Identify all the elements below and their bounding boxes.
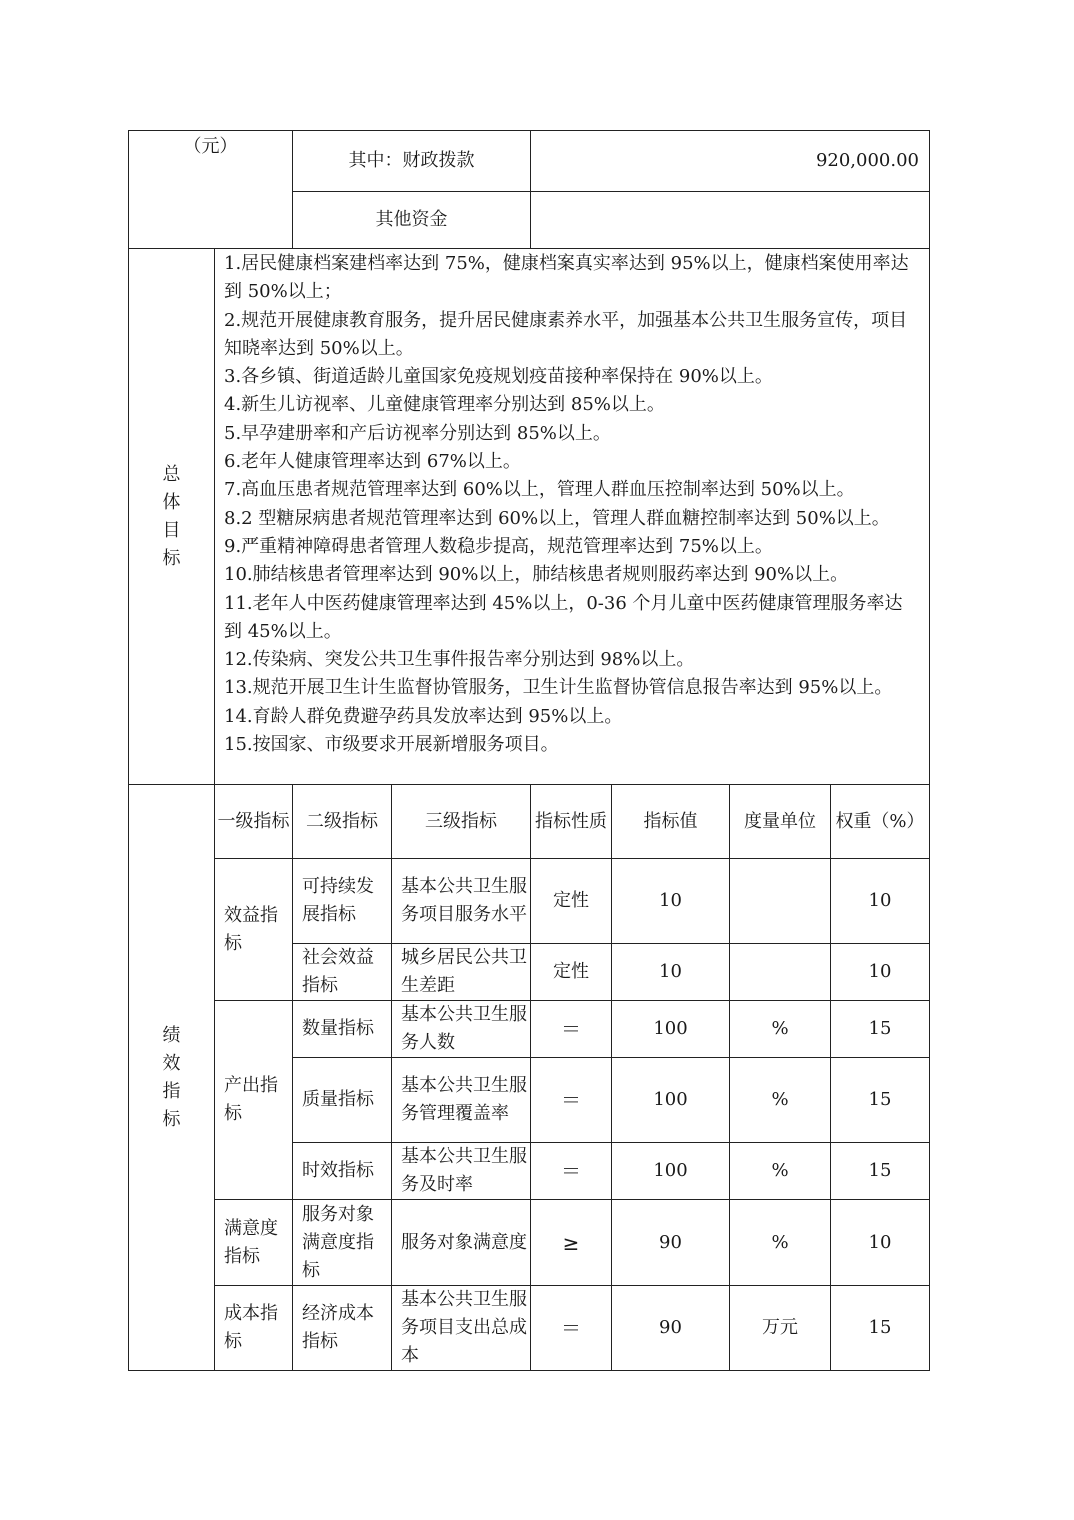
unit-cell: % <box>730 1143 831 1200</box>
goal-item: 9.严重精神障碍患者管理人数稳步提高，规范管理率达到 75%以上。 <box>224 535 773 557</box>
level2-cell: 经济成本指标 <box>293 1286 392 1371</box>
weight-cell: 10 <box>831 1200 930 1286</box>
nature-cell: 定性 <box>531 944 612 1001</box>
goal-item: 4.新生儿访视率、儿童健康管理率分别达到 85%以上。 <box>224 394 665 416</box>
header-level3: 三级指标 <box>392 785 531 859</box>
level2-cell: 社会效益指标 <box>293 944 392 1001</box>
unit-cell: % <box>730 1058 831 1143</box>
weight-cell: 15 <box>831 1286 930 1371</box>
goal-item: 3.各乡镇、街道适龄儿童国家免疫规划疫苗接种率保持在 90%以上。 <box>224 366 773 388</box>
value-cell: 100 <box>612 1058 730 1143</box>
group-cost: 成本指标 <box>215 1286 293 1371</box>
nature-cell: 定性 <box>531 859 612 944</box>
yuan-label-cell <box>129 131 293 249</box>
nature-cell: ＝ <box>531 1143 612 1200</box>
goal-item: 12.传染病、突发公共卫生事件报告率分别达到 98%以上。 <box>224 649 695 671</box>
other-funds-value <box>531 192 930 249</box>
value-cell: 100 <box>612 1143 730 1200</box>
performance-label-cell <box>129 785 215 1371</box>
value-cell: 10 <box>612 859 730 944</box>
goal-item: 13.规范开展卫生计生监督协管服务，卫生计生监督协管信息报告率达到 95%以上。 <box>224 677 893 699</box>
level3-cell: 基本公共卫生服务人数 <box>392 1001 531 1058</box>
nature-cell: ≥ <box>531 1200 612 1286</box>
level3-cell: 基本公共卫生服务管理覆盖率 <box>392 1058 531 1143</box>
goal-item: 8.2 型糖尿病患者规范管理率达到 60%以上，管理人群血糖控制率达到 50%以上。 <box>224 507 890 529</box>
level2-cell: 质量指标 <box>293 1058 392 1143</box>
yuan-label: （元） <box>183 136 238 157</box>
level3-cell: 基本公共卫生服务项目服务水平 <box>392 859 531 944</box>
level3-cell: 基本公共卫生服务及时率 <box>392 1143 531 1200</box>
goal-item: 2.规范开展健康教育服务，提升居民健康素养水平，加强基本公共卫生服务宣传，项目知晓率达到 50%以上。 <box>224 309 908 359</box>
goal-item: 6.老年人健康管理率达到 67%以上。 <box>224 451 521 473</box>
table-row <box>129 1001 930 1058</box>
nature-cell: ＝ <box>531 1001 612 1058</box>
weight-cell: 15 <box>831 1143 930 1200</box>
group-satisfaction: 满意度指标 <box>215 1200 293 1286</box>
unit-cell <box>730 944 831 1001</box>
level3-cell: 服务对象满意度 <box>392 1200 531 1286</box>
goal-item: 10.肺结核患者管理率达到 90%以上，肺结核患者规则服药率达到 90%以上。 <box>224 564 849 586</box>
goal-item: 1.居民健康档案建档率达到 75%，健康档案真实率达到 95%以上，健康档案使用率达到 50%以上； <box>224 253 909 303</box>
overall-goals-label-cell <box>129 249 215 785</box>
weight-cell: 15 <box>831 1058 930 1143</box>
header-nature: 指标性质 <box>531 785 612 859</box>
weight-cell: 10 <box>831 944 930 1001</box>
fiscal-label: 其中：财政拨款 <box>293 131 531 192</box>
performance-label: 绩效指标 <box>162 1024 181 1130</box>
table-row <box>129 1286 930 1371</box>
value-cell: 10 <box>612 944 730 1001</box>
goal-item: 5.早孕建册率和产后访视率分别达到 85%以上。 <box>224 422 611 444</box>
header-weight: 权重（%） <box>831 785 930 859</box>
level2-cell: 时效指标 <box>293 1143 392 1200</box>
level2-cell: 服务对象满意度指标 <box>293 1200 392 1286</box>
value-cell: 90 <box>612 1200 730 1286</box>
performance-target-table <box>128 130 930 1371</box>
nature-cell: ＝ <box>531 1286 612 1371</box>
level2-cell: 数量指标 <box>293 1001 392 1058</box>
header-unit: 度量单位 <box>730 785 831 859</box>
overall-goals-label: 总体目标 <box>162 463 181 569</box>
unit-cell: % <box>730 1001 831 1058</box>
table-row <box>129 1200 930 1286</box>
unit-cell: 万元 <box>730 1286 831 1371</box>
table-row <box>129 859 930 944</box>
group-output: 产出指标 <box>215 1001 293 1200</box>
value-cell: 100 <box>612 1001 730 1058</box>
unit-cell <box>730 859 831 944</box>
level3-cell: 基本公共卫生服务项目支出总成本 <box>392 1286 531 1371</box>
goal-item: 14.育龄人群免费避孕药具发放率达到 95%以上。 <box>224 705 623 727</box>
fiscal-value: 920,000.00 <box>531 131 930 192</box>
goal-item: 15.按国家、市级要求开展新增服务项目。 <box>224 734 559 756</box>
goal-item: 11.老年人中医药健康管理率达到 45%以上，0-36 个月儿童中医药健康管理服务率达到 45%以上。 <box>224 592 903 642</box>
group-benefit: 效益指标 <box>215 859 293 1001</box>
goal-item: 7.高血压患者规范管理率达到 60%以上，管理人群血压控制率达到 50%以上。 <box>224 479 855 501</box>
header-level2: 二级指标 <box>293 785 392 859</box>
nature-cell: ＝ <box>531 1058 612 1143</box>
header-level1: 一级指标 <box>215 785 293 859</box>
other-funds-label: 其他资金 <box>293 192 531 249</box>
weight-cell: 15 <box>831 1001 930 1058</box>
value-cell: 90 <box>612 1286 730 1371</box>
level2-cell: 可持续发展指标 <box>293 859 392 944</box>
unit-cell: % <box>730 1200 831 1286</box>
header-value: 指标值 <box>612 785 730 859</box>
weight-cell: 10 <box>831 859 930 944</box>
level3-cell: 城乡居民公共卫生差距 <box>392 944 531 1001</box>
overall-goals-list <box>215 249 930 785</box>
